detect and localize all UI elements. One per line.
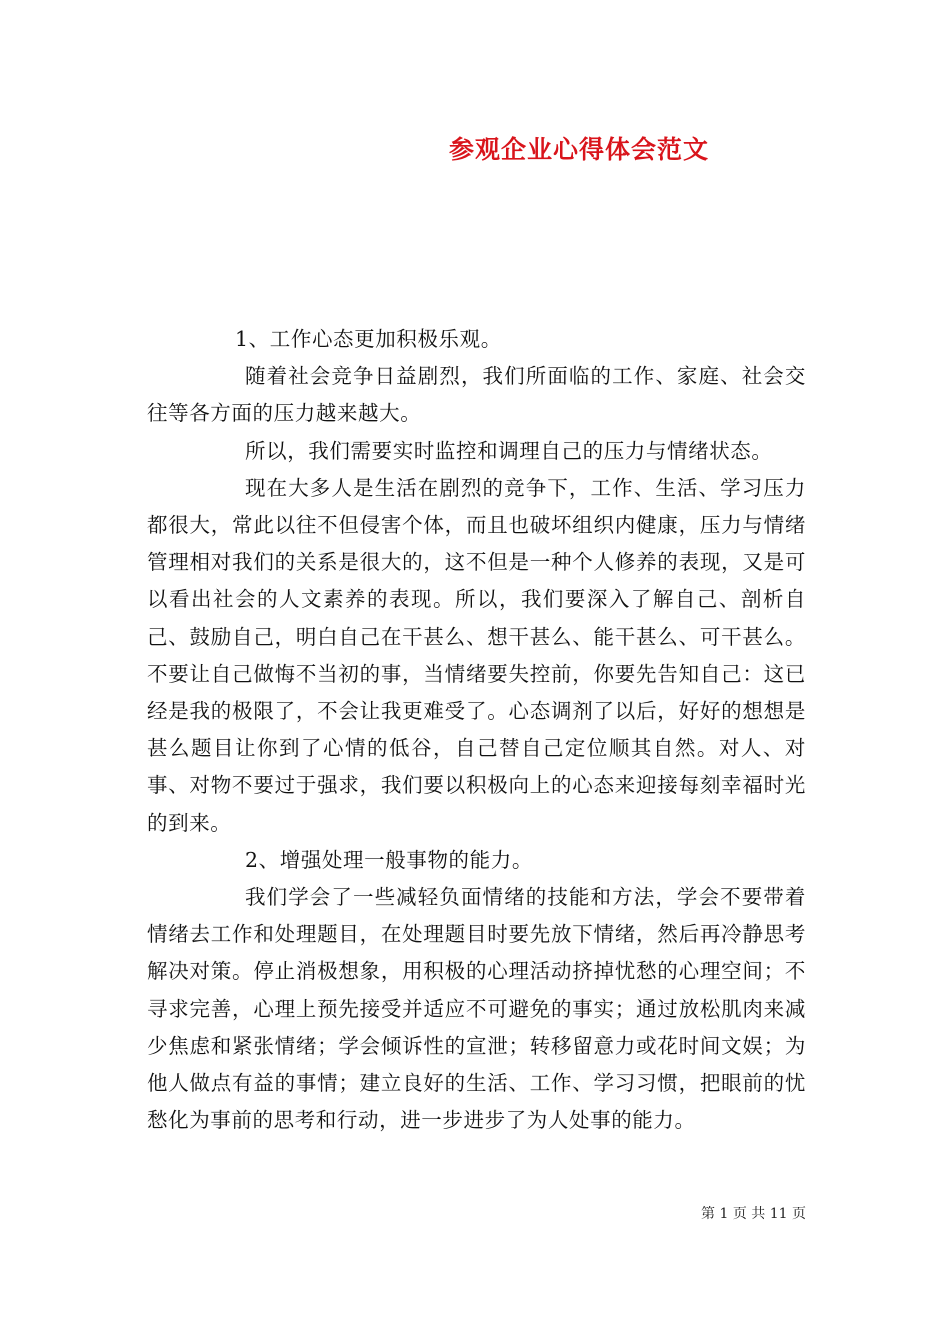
paragraph: 我们学会了一些减轻负面情绪的技能和方法，学会不要带着情绪去工作和处理题目，在处理题目时要先放下情绪，然后再冷静思考解决对策。停止消极想象，用积极的心理活动挤掉忧愁的心理空间；不寻求完善，心理上预先接受并适应不可避免的事实；通过放松肌肉来减少焦虑和紧张情绪；学会倾诉性的宣泄；转移留意力或花时间文娱；为他人做点有益的事情；建立良好的生活、工作、学习习惯，把眼前的忧愁化为事前的思考和行动，进一步进步了为人处事的能力。 <box>147 885 806 1133</box>
paragraph: 所以，我们需要实时监控和调理自己的压力与情绪状态。 <box>245 438 773 463</box>
document-body <box>147 321 806 1139</box>
paragraph: 现在大多人是生活在剧烈的竞争下，工作、生活、学习压力都很大，常此以往不但侵害个体，而且也破坏组织内健康，压力与情绪管理相对我们的关系是很大的，这不但是一种个人修养的表现，又是可以看出社会的人文素养的表现。所以，我们要深入了解自己、剖析自己、鼓励自己，明白自己在干甚么、想干甚么、能干甚么、可干甚么。不要让自己做悔不当初的事，当情绪要失控前，你要先告知自己：这已经是我的极限了，不会让我更难受了。心态调剂了以后，好好的想想是甚么题目让你到了心情的低谷，自己替自己定位顺其自然。对人、对事、对物不要过于强求，我们要以积极向上的心态来迎接每刻幸福时光的到来。 <box>147 475 806 835</box>
paragraph: 随着社会竞争日益剧烈，我们所面临的工作、家庭、社会交往等各方面的压力越来越大。 <box>147 364 806 426</box>
section-heading-2: 2、增强处理一般事物的能力。 <box>245 847 533 872</box>
document-title: 参观企业心得体会范文 <box>449 135 710 164</box>
section-heading-1: 1、工作心态更加积极乐观。 <box>235 327 502 351</box>
page-footer: 第 1 页 共 11 页 <box>701 1206 806 1222</box>
